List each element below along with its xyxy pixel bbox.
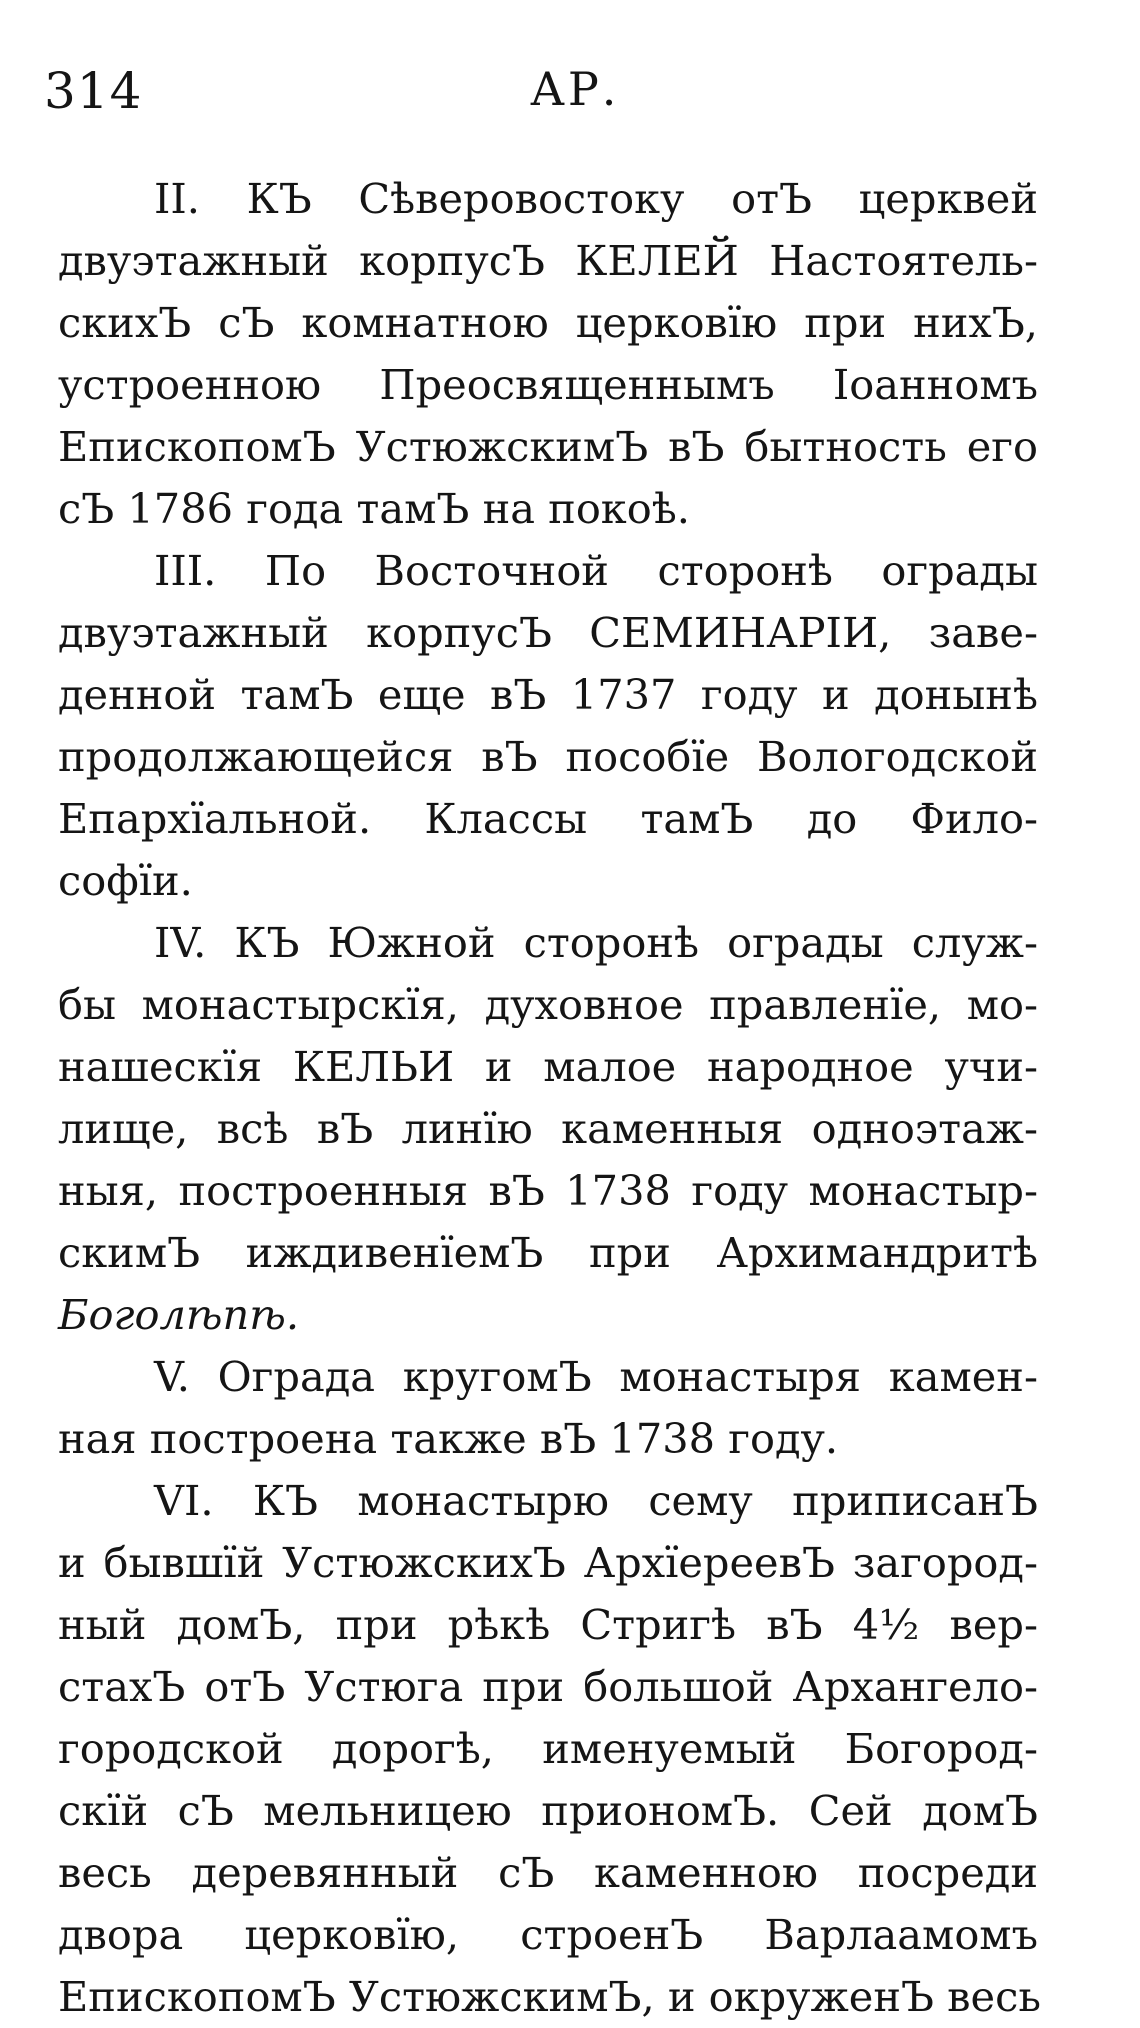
- text-line: сЪ 1786 года тамЪ на покоѣ.: [58, 484, 690, 533]
- text-line: II. КЪ Сѣверовостоку отЪ церквей: [154, 174, 1038, 223]
- text-line: скихЪ сЪ комнатною церковїю при нихЪ,: [58, 298, 1038, 347]
- text-line: III. По Восточной сторонѣ ограды: [154, 546, 1038, 595]
- text-line: скимЪ иждивенїемЪ при Архимандритѣ: [58, 1228, 1038, 1277]
- paragraph-iv: [58, 912, 1038, 1346]
- text-line: Боголѣпѣ.: [58, 1290, 300, 1339]
- text-line: бы монастырскїя, духовное правленїе, мо-: [58, 980, 1038, 1029]
- text-line: городской дорогѣ, именуемый Богород-: [58, 1724, 1038, 1773]
- text-line: Епархїальной. Классы тамЪ до Фило-: [58, 794, 1038, 843]
- text-line: двуэтажный корпусЪ КЕЛЕЙ Настоятель-: [58, 236, 1038, 285]
- text-line: лище, всѣ вЪ линїю каменныя одноэтаж-: [58, 1104, 1038, 1153]
- text-line: двора церковїю, строенЪ Варлаамомъ: [58, 1910, 1038, 1959]
- text-line: скїй сЪ мельницею приономЪ. Сей домЪ: [58, 1786, 1038, 1835]
- text-line: двуэтажный корпусЪ СЕМИНАРIИ, заве-: [58, 608, 1038, 657]
- text-line: нашескїя КЕЛЬИ и малое народное учи-: [58, 1042, 1038, 1091]
- text-line: ная построена также вЪ 1738 году.: [58, 1414, 839, 1463]
- text-line: V. Ограда кругомЪ монастыря камен-: [154, 1352, 1038, 1401]
- paragraph-vi: [58, 1470, 1041, 2028]
- text-line: устроенною Преосвященнымъ Iоанномъ: [58, 360, 1038, 409]
- text-line: денной тамЪ еще вЪ 1737 году и донынѣ: [58, 670, 1038, 719]
- paragraph-iii: [58, 540, 1038, 912]
- text-line: весь деревянный сЪ каменною посреди: [58, 1848, 1038, 1897]
- running-head: АР.: [530, 62, 620, 116]
- body-text: [58, 168, 1041, 2028]
- text-line: ЕпископомЪ УстюжскимЪ вЪ бытность его: [58, 422, 1038, 471]
- text-line: стахЪ отЪ Устюга при большой Архангело-: [58, 1662, 1038, 1711]
- page-number: 314: [44, 62, 143, 120]
- text-line: ныя, построенныя вЪ 1738 году монастыр-: [58, 1166, 1038, 1215]
- text-line: продолжающейся вЪ пособїе Вологодской: [58, 732, 1038, 781]
- text-line: софїи.: [58, 856, 193, 905]
- text-line: ный домЪ, при рѣкѣ Стригѣ вЪ 4½ вер-: [58, 1600, 1038, 1649]
- paragraph-ii: [58, 168, 1038, 540]
- text-line: ЕпископомЪ УстюжскимЪ, и окруженЪ весь: [58, 1972, 1041, 2021]
- text-line: и бывшїй УстюжскихЪ АрхїереевЪ загород-: [58, 1538, 1038, 1587]
- paragraph-v: [58, 1346, 1038, 1470]
- text-line: VI. КЪ монастырю сему приписанЪ: [154, 1476, 1038, 1525]
- text-line: IV. КЪ Южной сторонѣ ограды служ-: [154, 918, 1038, 967]
